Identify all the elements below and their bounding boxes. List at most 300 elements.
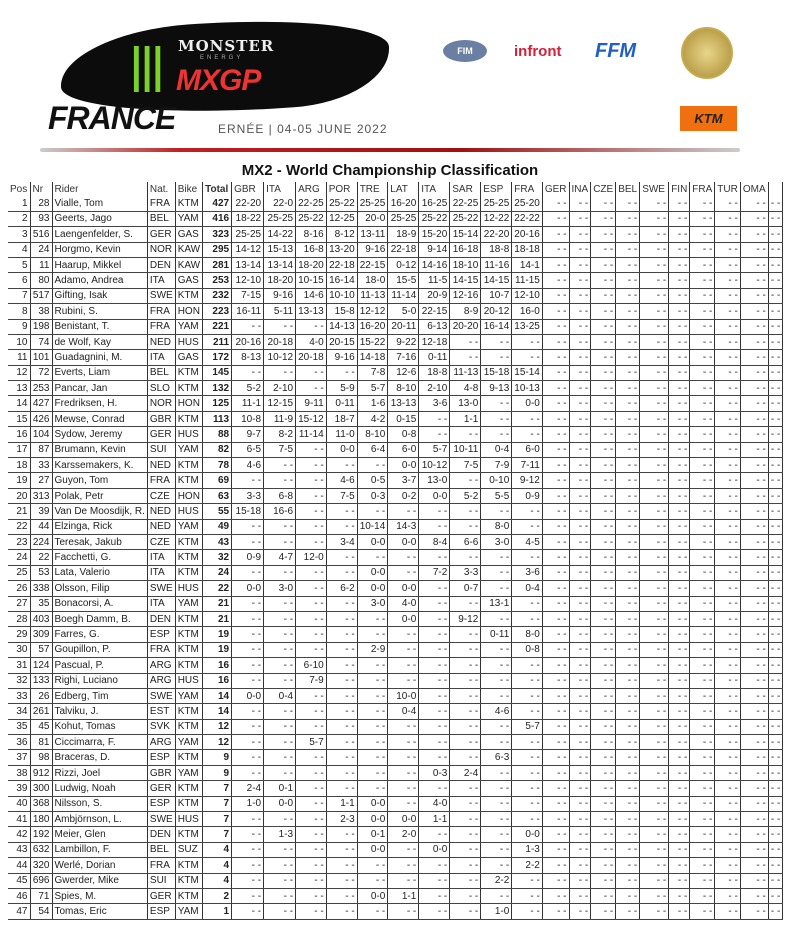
upcoming-race-cell: - - bbox=[591, 796, 616, 811]
bike-cell: KTM bbox=[175, 704, 202, 719]
upcoming-race-cell: - - bbox=[591, 242, 616, 257]
table-row bbox=[8, 411, 783, 426]
rider-cell: Olsson, Filip bbox=[52, 581, 147, 596]
race-result-cell: - - bbox=[296, 750, 327, 765]
pos-cell: 17 bbox=[8, 442, 30, 457]
nation-cell: GER bbox=[147, 888, 175, 903]
upcoming-race-cell: - - bbox=[690, 488, 715, 503]
race-result-cell: 18-18 bbox=[512, 242, 543, 257]
divider-line bbox=[40, 148, 740, 152]
pos-cell: 46 bbox=[8, 888, 30, 903]
race-result-cell: 11-14 bbox=[388, 288, 419, 303]
nation-cell: GER bbox=[147, 781, 175, 796]
race-result-cell: - - bbox=[512, 411, 543, 426]
race-result-cell: - - bbox=[450, 642, 481, 657]
race-result-cell: - - bbox=[450, 350, 481, 365]
total-cell: 16 bbox=[203, 658, 232, 673]
race-result-cell: - - bbox=[326, 565, 357, 580]
upcoming-race-cell: - - bbox=[569, 627, 591, 642]
total-cell: 7 bbox=[203, 781, 232, 796]
rider-cell: Nilsson, S. bbox=[52, 796, 147, 811]
upcoming-race-cell: - - bbox=[542, 904, 569, 919]
number-cell: 87 bbox=[30, 442, 52, 457]
table-row bbox=[8, 627, 783, 642]
race-result-cell: - - bbox=[326, 735, 357, 750]
race-result-cell: 0-9 bbox=[512, 488, 543, 503]
column-header-cze: CZE bbox=[591, 182, 616, 196]
race-result-cell: - - bbox=[419, 658, 450, 673]
upcoming-race-cell: - - bbox=[640, 534, 669, 549]
upcoming-race-cell: - - bbox=[616, 504, 640, 519]
upcoming-race-cell: - - bbox=[616, 673, 640, 688]
race-result-cell: 0-0 bbox=[357, 888, 388, 903]
race-result-cell: 1-6 bbox=[357, 396, 388, 411]
nation-cell: GBR bbox=[147, 411, 175, 426]
pos-cell: 24 bbox=[8, 550, 30, 565]
upcoming-race-cell: - - bbox=[715, 858, 741, 873]
upcoming-race-cell: - - bbox=[715, 904, 741, 919]
race-result-cell: 0-0 bbox=[388, 611, 419, 626]
nation-cell: DEN bbox=[147, 257, 175, 272]
upcoming-race-cell: - - bbox=[569, 812, 591, 827]
column-header-bike: Bike bbox=[175, 182, 202, 196]
upcoming-race-cell: - - bbox=[616, 904, 640, 919]
race-result-cell: - - bbox=[326, 704, 357, 719]
race-result-cell: - - bbox=[264, 519, 296, 534]
race-result-cell: - - bbox=[296, 719, 327, 734]
race-result-cell: - - bbox=[232, 658, 264, 673]
number-cell: 72 bbox=[30, 365, 52, 380]
nation-cell: SLO bbox=[147, 381, 175, 396]
race-result-cell: 14-13 bbox=[326, 319, 357, 334]
pos-cell: 47 bbox=[8, 904, 30, 919]
bike-cell: HUS bbox=[175, 673, 202, 688]
race-result-cell: 10-12 bbox=[419, 458, 450, 473]
upcoming-race-cell: - - bbox=[640, 473, 669, 488]
upcoming-race-cell: - - bbox=[591, 519, 616, 534]
nation-cell: NED bbox=[147, 334, 175, 349]
bike-cell: KTM bbox=[175, 873, 202, 888]
race-result-cell: 9-16 bbox=[264, 288, 296, 303]
rider-cell: Spies, M. bbox=[52, 888, 147, 903]
race-result-cell: - - bbox=[419, 427, 450, 442]
upcoming-race-cell: - - bbox=[591, 858, 616, 873]
rider-cell: Haarup, Mikkel bbox=[52, 257, 147, 272]
pos-cell: 41 bbox=[8, 812, 30, 827]
upcoming-race-cell: - - bbox=[715, 396, 741, 411]
upcoming-race-cell: - - bbox=[616, 658, 640, 673]
race-result-cell: - - bbox=[296, 688, 327, 703]
number-cell: 28 bbox=[30, 196, 52, 211]
race-result-cell: - - bbox=[326, 627, 357, 642]
race-result-cell: - - bbox=[264, 458, 296, 473]
pos-cell: 5 bbox=[8, 257, 30, 272]
upcoming-race-cell: - - bbox=[569, 873, 591, 888]
upcoming-race-cell: - - bbox=[715, 627, 741, 642]
rider-cell: Mewse, Conrad bbox=[52, 411, 147, 426]
race-result-cell: - - bbox=[232, 473, 264, 488]
number-cell: 696 bbox=[30, 873, 52, 888]
number-cell: 54 bbox=[30, 904, 52, 919]
race-result-cell: 0-0 bbox=[357, 565, 388, 580]
race-result-cell: - - bbox=[326, 827, 357, 842]
upcoming-race-cell: - - bbox=[591, 473, 616, 488]
rider-cell: Laengenfelder, S. bbox=[52, 227, 147, 242]
race-result-cell: 12-16 bbox=[450, 288, 481, 303]
race-result-cell: - - bbox=[388, 565, 419, 580]
bike-cell: KTM bbox=[175, 750, 202, 765]
race-result-cell: - - bbox=[232, 750, 264, 765]
race-result-cell: 6-2 bbox=[326, 581, 357, 596]
rider-cell: Vialle, Tom bbox=[52, 196, 147, 211]
race-result-cell: 0-7 bbox=[450, 581, 481, 596]
rider-cell: Brumann, Kevin bbox=[52, 442, 147, 457]
race-result-cell: - - bbox=[388, 550, 419, 565]
race-result-cell: - - bbox=[232, 812, 264, 827]
race-result-cell: - - bbox=[296, 781, 327, 796]
race-result-cell: - - bbox=[232, 611, 264, 626]
upcoming-race-cell: - - bbox=[591, 873, 616, 888]
race-result-cell: - - bbox=[357, 611, 388, 626]
race-result-cell: 0-0 bbox=[419, 842, 450, 857]
upcoming-race-cell: - - bbox=[740, 381, 768, 396]
race-result-cell: 11-5 bbox=[419, 273, 450, 288]
race-result-cell: 7-15 bbox=[232, 288, 264, 303]
upcoming-race-cell: - - bbox=[715, 735, 741, 750]
pos-cell: 4 bbox=[8, 242, 30, 257]
upcoming-race-cell: - - bbox=[715, 288, 741, 303]
upcoming-race-cell: - - bbox=[669, 334, 690, 349]
table-row bbox=[8, 288, 783, 303]
upcoming-race-cell: - - bbox=[715, 888, 741, 903]
upcoming-race-cell: - - bbox=[640, 765, 669, 780]
upcoming-race-cell: - - bbox=[740, 319, 768, 334]
nation-cell: GER bbox=[147, 227, 175, 242]
upcoming-race-cell: - - bbox=[740, 288, 768, 303]
upcoming-race-cell: - - bbox=[768, 411, 782, 426]
upcoming-race-cell: - - bbox=[669, 781, 690, 796]
rider-cell: Gwerder, Mike bbox=[52, 873, 147, 888]
total-cell: 88 bbox=[203, 427, 232, 442]
rider-cell: Goupillon, P. bbox=[52, 642, 147, 657]
race-result-cell: 18-7 bbox=[326, 411, 357, 426]
race-result-cell: - - bbox=[388, 750, 419, 765]
upcoming-race-cell: - - bbox=[591, 504, 616, 519]
event-venue-date: ERNÉE | 04-05 JUNE 2022 bbox=[218, 122, 388, 136]
bike-cell: KTM bbox=[175, 196, 202, 211]
race-result-cell: 25-25 bbox=[481, 196, 512, 211]
upcoming-race-cell: - - bbox=[715, 411, 741, 426]
race-result-cell: 5-0 bbox=[388, 304, 419, 319]
race-result-cell: - - bbox=[326, 688, 357, 703]
bike-cell: HUS bbox=[175, 812, 202, 827]
pos-cell: 39 bbox=[8, 781, 30, 796]
number-cell: 45 bbox=[30, 719, 52, 734]
table-row bbox=[8, 658, 783, 673]
race-result-cell: - - bbox=[296, 704, 327, 719]
nation-cell: EST bbox=[147, 704, 175, 719]
nation-cell: NED bbox=[147, 458, 175, 473]
upcoming-race-cell: - - bbox=[768, 750, 782, 765]
race-result-cell: 3-3 bbox=[232, 488, 264, 503]
race-result-cell: - - bbox=[512, 796, 543, 811]
upcoming-race-cell: - - bbox=[591, 812, 616, 827]
upcoming-race-cell: - - bbox=[715, 812, 741, 827]
bike-cell: KTM bbox=[175, 719, 202, 734]
column-header-total: Total bbox=[203, 182, 232, 196]
rider-cell: Lambillon, F. bbox=[52, 842, 147, 857]
race-result-cell: 3-0 bbox=[264, 581, 296, 596]
upcoming-race-cell: - - bbox=[768, 488, 782, 503]
total-cell: 22 bbox=[203, 581, 232, 596]
race-result-cell: - - bbox=[326, 781, 357, 796]
rider-cell: Farres, G. bbox=[52, 627, 147, 642]
upcoming-race-cell: - - bbox=[569, 365, 591, 380]
upcoming-race-cell: - - bbox=[569, 257, 591, 272]
table-row bbox=[8, 719, 783, 734]
race-result-cell: 11-13 bbox=[450, 365, 481, 380]
race-result-cell: 25-22 bbox=[450, 211, 481, 226]
pos-cell: 22 bbox=[8, 519, 30, 534]
table-row bbox=[8, 473, 783, 488]
upcoming-race-cell: - - bbox=[569, 888, 591, 903]
upcoming-race-cell: - - bbox=[569, 211, 591, 226]
table-row bbox=[8, 365, 783, 380]
pos-cell: 3 bbox=[8, 227, 30, 242]
upcoming-race-cell: - - bbox=[542, 565, 569, 580]
upcoming-race-cell: - - bbox=[640, 750, 669, 765]
upcoming-race-cell: - - bbox=[740, 827, 768, 842]
race-result-cell: 18-22 bbox=[232, 211, 264, 226]
bike-cell: HON bbox=[175, 396, 202, 411]
number-cell: 338 bbox=[30, 581, 52, 596]
upcoming-race-cell: - - bbox=[768, 796, 782, 811]
race-result-cell: 4-6 bbox=[326, 473, 357, 488]
race-result-cell: 8-10 bbox=[388, 381, 419, 396]
upcoming-race-cell: - - bbox=[616, 642, 640, 657]
race-result-cell: - - bbox=[450, 796, 481, 811]
race-result-cell: 11-1 bbox=[232, 396, 264, 411]
total-cell: 7 bbox=[203, 827, 232, 842]
upcoming-race-cell: - - bbox=[740, 688, 768, 703]
upcoming-race-cell: - - bbox=[591, 627, 616, 642]
race-result-cell: - - bbox=[232, 735, 264, 750]
race-result-cell: 20-16 bbox=[232, 334, 264, 349]
pos-cell: 31 bbox=[8, 658, 30, 673]
upcoming-race-cell: - - bbox=[569, 319, 591, 334]
upcoming-race-cell: - - bbox=[542, 750, 569, 765]
upcoming-race-cell: - - bbox=[640, 858, 669, 873]
table-row bbox=[8, 827, 783, 842]
upcoming-race-cell: - - bbox=[669, 704, 690, 719]
race-result-cell: - - bbox=[388, 842, 419, 857]
nation-cell: ESP bbox=[147, 627, 175, 642]
bike-cell: KTM bbox=[175, 473, 202, 488]
upcoming-race-cell: - - bbox=[669, 411, 690, 426]
race-result-cell: - - bbox=[481, 611, 512, 626]
upcoming-race-cell: - - bbox=[768, 627, 782, 642]
bike-cell: KTM bbox=[175, 627, 202, 642]
total-cell: 295 bbox=[203, 242, 232, 257]
upcoming-race-cell: - - bbox=[715, 581, 741, 596]
rider-cell: Ciccimarra, F. bbox=[52, 735, 147, 750]
race-result-cell: 7-5 bbox=[264, 442, 296, 457]
number-cell: 309 bbox=[30, 627, 52, 642]
number-cell: 368 bbox=[30, 796, 52, 811]
upcoming-race-cell: - - bbox=[690, 735, 715, 750]
race-result-cell: 18-8 bbox=[419, 365, 450, 380]
race-result-cell: 18-0 bbox=[357, 273, 388, 288]
race-result-cell: - - bbox=[450, 519, 481, 534]
number-cell: 53 bbox=[30, 565, 52, 580]
pos-cell: 44 bbox=[8, 858, 30, 873]
pos-cell: 30 bbox=[8, 642, 30, 657]
upcoming-race-cell: - - bbox=[616, 842, 640, 857]
upcoming-race-cell: - - bbox=[768, 257, 782, 272]
upcoming-race-cell: - - bbox=[715, 442, 741, 457]
race-result-cell: 22-18 bbox=[326, 257, 357, 272]
pos-cell: 21 bbox=[8, 504, 30, 519]
rider-cell: Pancar, Jan bbox=[52, 381, 147, 396]
upcoming-race-cell: - - bbox=[569, 396, 591, 411]
upcoming-race-cell: - - bbox=[768, 596, 782, 611]
total-cell: 4 bbox=[203, 873, 232, 888]
ffm-logo: FFM bbox=[595, 40, 637, 62]
race-result-cell: - - bbox=[450, 735, 481, 750]
race-result-cell: 12-22 bbox=[481, 211, 512, 226]
upcoming-race-cell: - - bbox=[669, 688, 690, 703]
column-header-fra: FRA bbox=[512, 182, 543, 196]
race-result-cell: - - bbox=[388, 796, 419, 811]
race-result-cell: 11-9 bbox=[264, 411, 296, 426]
race-result-cell: 2-2 bbox=[512, 858, 543, 873]
upcoming-race-cell: - - bbox=[690, 257, 715, 272]
upcoming-race-cell: - - bbox=[669, 581, 690, 596]
upcoming-race-cell: - - bbox=[542, 596, 569, 611]
race-result-cell: - - bbox=[481, 396, 512, 411]
bike-cell: KAW bbox=[175, 257, 202, 272]
rider-cell: Werlé, Dorian bbox=[52, 858, 147, 873]
total-cell: 4 bbox=[203, 858, 232, 873]
race-result-cell: 11-16 bbox=[481, 257, 512, 272]
total-cell: 4 bbox=[203, 842, 232, 857]
upcoming-race-cell: - - bbox=[715, 427, 741, 442]
race-result-cell: - - bbox=[357, 627, 388, 642]
upcoming-race-cell: - - bbox=[768, 396, 782, 411]
number-cell: 516 bbox=[30, 227, 52, 242]
upcoming-race-cell: - - bbox=[740, 365, 768, 380]
race-result-cell: - - bbox=[296, 319, 327, 334]
upcoming-race-cell: - - bbox=[569, 581, 591, 596]
upcoming-race-cell: - - bbox=[542, 581, 569, 596]
column-header-sar: SAR bbox=[450, 182, 481, 196]
bike-cell: YAM bbox=[175, 442, 202, 457]
upcoming-race-cell: - - bbox=[542, 704, 569, 719]
upcoming-race-cell: - - bbox=[690, 273, 715, 288]
table-row bbox=[8, 304, 783, 319]
race-result-cell: 10-11 bbox=[450, 442, 481, 457]
total-cell: 49 bbox=[203, 519, 232, 534]
upcoming-race-cell: - - bbox=[768, 319, 782, 334]
race-result-cell: 0-3 bbox=[357, 488, 388, 503]
race-result-cell: 0-1 bbox=[264, 781, 296, 796]
race-result-cell: 6-3 bbox=[481, 750, 512, 765]
pos-cell: 18 bbox=[8, 458, 30, 473]
race-result-cell: - - bbox=[264, 611, 296, 626]
table-row bbox=[8, 319, 783, 334]
table-row bbox=[8, 842, 783, 857]
race-result-cell: - - bbox=[326, 365, 357, 380]
upcoming-race-cell: - - bbox=[768, 888, 782, 903]
race-result-cell: - - bbox=[232, 827, 264, 842]
nation-cell: FRA bbox=[147, 858, 175, 873]
race-result-cell: - - bbox=[326, 765, 357, 780]
race-result-cell: 9-22 bbox=[388, 334, 419, 349]
upcoming-race-cell: - - bbox=[616, 596, 640, 611]
upcoming-race-cell: - - bbox=[715, 211, 741, 226]
race-result-cell: 0-11 bbox=[326, 396, 357, 411]
upcoming-race-cell: - - bbox=[669, 227, 690, 242]
race-result-cell: - - bbox=[264, 812, 296, 827]
upcoming-race-cell: - - bbox=[591, 396, 616, 411]
race-result-cell: - - bbox=[296, 904, 327, 919]
total-cell: 12 bbox=[203, 735, 232, 750]
pos-cell: 10 bbox=[8, 334, 30, 349]
upcoming-race-cell: - - bbox=[569, 658, 591, 673]
rider-cell: Talviku, J. bbox=[52, 704, 147, 719]
rider-cell: Adamo, Andrea bbox=[52, 273, 147, 288]
nation-cell: NED bbox=[147, 504, 175, 519]
nation-cell: ESP bbox=[147, 750, 175, 765]
race-result-cell: 0-0 bbox=[388, 812, 419, 827]
race-result-cell: - - bbox=[232, 904, 264, 919]
nation-cell: SUI bbox=[147, 442, 175, 457]
number-cell: 198 bbox=[30, 319, 52, 334]
upcoming-race-cell: - - bbox=[591, 719, 616, 734]
race-result-cell: 0-0 bbox=[512, 827, 543, 842]
race-result-cell: 12-0 bbox=[296, 550, 327, 565]
upcoming-race-cell: - - bbox=[768, 381, 782, 396]
table-row bbox=[8, 257, 783, 272]
number-cell: 912 bbox=[30, 765, 52, 780]
race-result-cell: 9-11 bbox=[296, 396, 327, 411]
race-result-cell: - - bbox=[419, 719, 450, 734]
race-result-cell: 2-4 bbox=[450, 765, 481, 780]
total-cell: 132 bbox=[203, 381, 232, 396]
race-result-cell: - - bbox=[481, 827, 512, 842]
total-cell: 63 bbox=[203, 488, 232, 503]
upcoming-race-cell: - - bbox=[640, 211, 669, 226]
race-result-cell: 0-1 bbox=[357, 827, 388, 842]
upcoming-race-cell: - - bbox=[768, 273, 782, 288]
total-cell: 125 bbox=[203, 396, 232, 411]
race-result-cell: 6-5 bbox=[232, 442, 264, 457]
bike-cell: KTM bbox=[175, 458, 202, 473]
race-result-cell: - - bbox=[232, 704, 264, 719]
upcoming-race-cell: - - bbox=[715, 842, 741, 857]
upcoming-race-cell: - - bbox=[768, 442, 782, 457]
upcoming-race-cell: - - bbox=[542, 550, 569, 565]
upcoming-race-cell: - - bbox=[768, 642, 782, 657]
upcoming-race-cell: - - bbox=[569, 534, 591, 549]
bike-cell: KTM bbox=[175, 565, 202, 580]
race-result-cell: - - bbox=[296, 381, 327, 396]
upcoming-race-cell: - - bbox=[669, 858, 690, 873]
upcoming-race-cell: - - bbox=[740, 211, 768, 226]
upcoming-race-cell: - - bbox=[690, 796, 715, 811]
race-result-cell: 9-14 bbox=[419, 242, 450, 257]
race-result-cell: 13-0 bbox=[450, 396, 481, 411]
